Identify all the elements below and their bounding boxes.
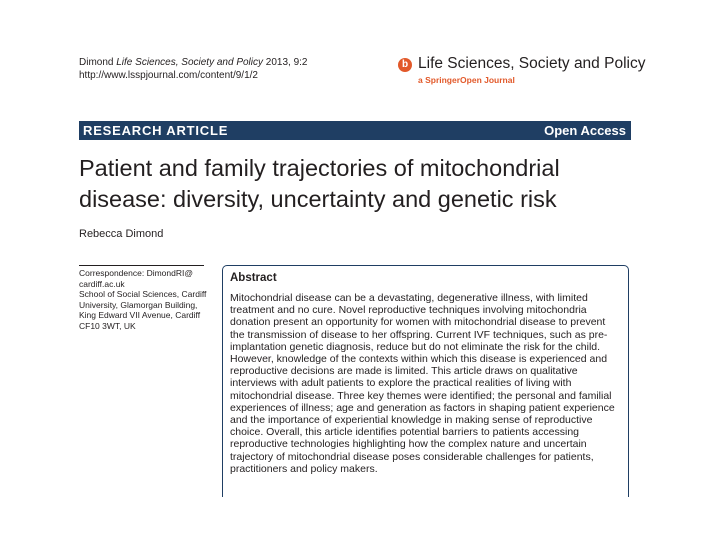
- article-type-banner: [79, 121, 631, 140]
- journal-subtitle: a SpringerOpen Journal: [418, 75, 515, 85]
- affiliation-line: cardiff.ac.uk: [79, 278, 125, 289]
- abstract-box: [222, 265, 629, 497]
- affiliation-divider: [79, 265, 204, 266]
- affiliation-line: University, Glamorgan Building,: [79, 299, 198, 310]
- citation-line-1: [79, 56, 307, 69]
- affiliation-line: School of Social Sciences, Cardiff: [79, 289, 207, 299]
- abstract-text: Mitochondrial disease can be a devastating, degenerative illness, with limited treatment and no cure. Novel reproductive techniques involving mitochondria donation present an opportunity for women with mitochondrial disease to prevent the transmission of disease to her offspring. Current IVF techniques, such as pre-implantation genetic diagnosis, reduce but do not eliminate the risk for the child. However, knowledge of the contexts within which this disease is experienced and reproductive decisions are made is limited. This article draws on qualitative interviews with adult patients to explore the practical realities of living with mitochondrial disease. Three key themes were identified; the personal and familial experiences of illness; age and generation as factors in shaping patient experience and the importance of experiential knowledge in making sense of reproductive choice. Overall, this article identifies potential barriers to patients accessing reproductive technologies highlighting how the complex nature and uncertain trajectory of mitochondrial disease poses considerable challenges for patients, practitioners and policy makers.: [230, 292, 615, 475]
- citation-journal: Life Sciences, Society and Policy: [116, 57, 263, 68]
- affiliation-line: CF10 3WT, UK: [79, 320, 136, 331]
- citation-url[interactable]: http://www.lsspjournal.com/content/9/1/2: [79, 70, 258, 81]
- citation-volume: 2013, 9:2: [263, 57, 308, 68]
- abstract-heading: Abstract: [230, 272, 277, 284]
- open-access-label: Open Access: [544, 123, 626, 138]
- affiliation-block: [79, 268, 209, 331]
- article-title: Patient and family trajectories of mitochondrial disease: diversity, uncertainty and genetic risk: [79, 155, 560, 212]
- citation-author: Dimond: [79, 57, 117, 68]
- journal-logo-icon: b: [398, 58, 412, 72]
- journal-name: Life Sciences, Society and Policy: [418, 55, 646, 72]
- citation: [79, 56, 307, 82]
- affiliation-line: King Edward VII Avenue, Cardiff: [79, 310, 201, 320]
- affiliation-line: Correspondence: DimondRI@: [79, 268, 193, 278]
- article-type: RESEARCH ARTICLE: [83, 123, 229, 138]
- article-author: Rebecca Dimond: [79, 228, 164, 240]
